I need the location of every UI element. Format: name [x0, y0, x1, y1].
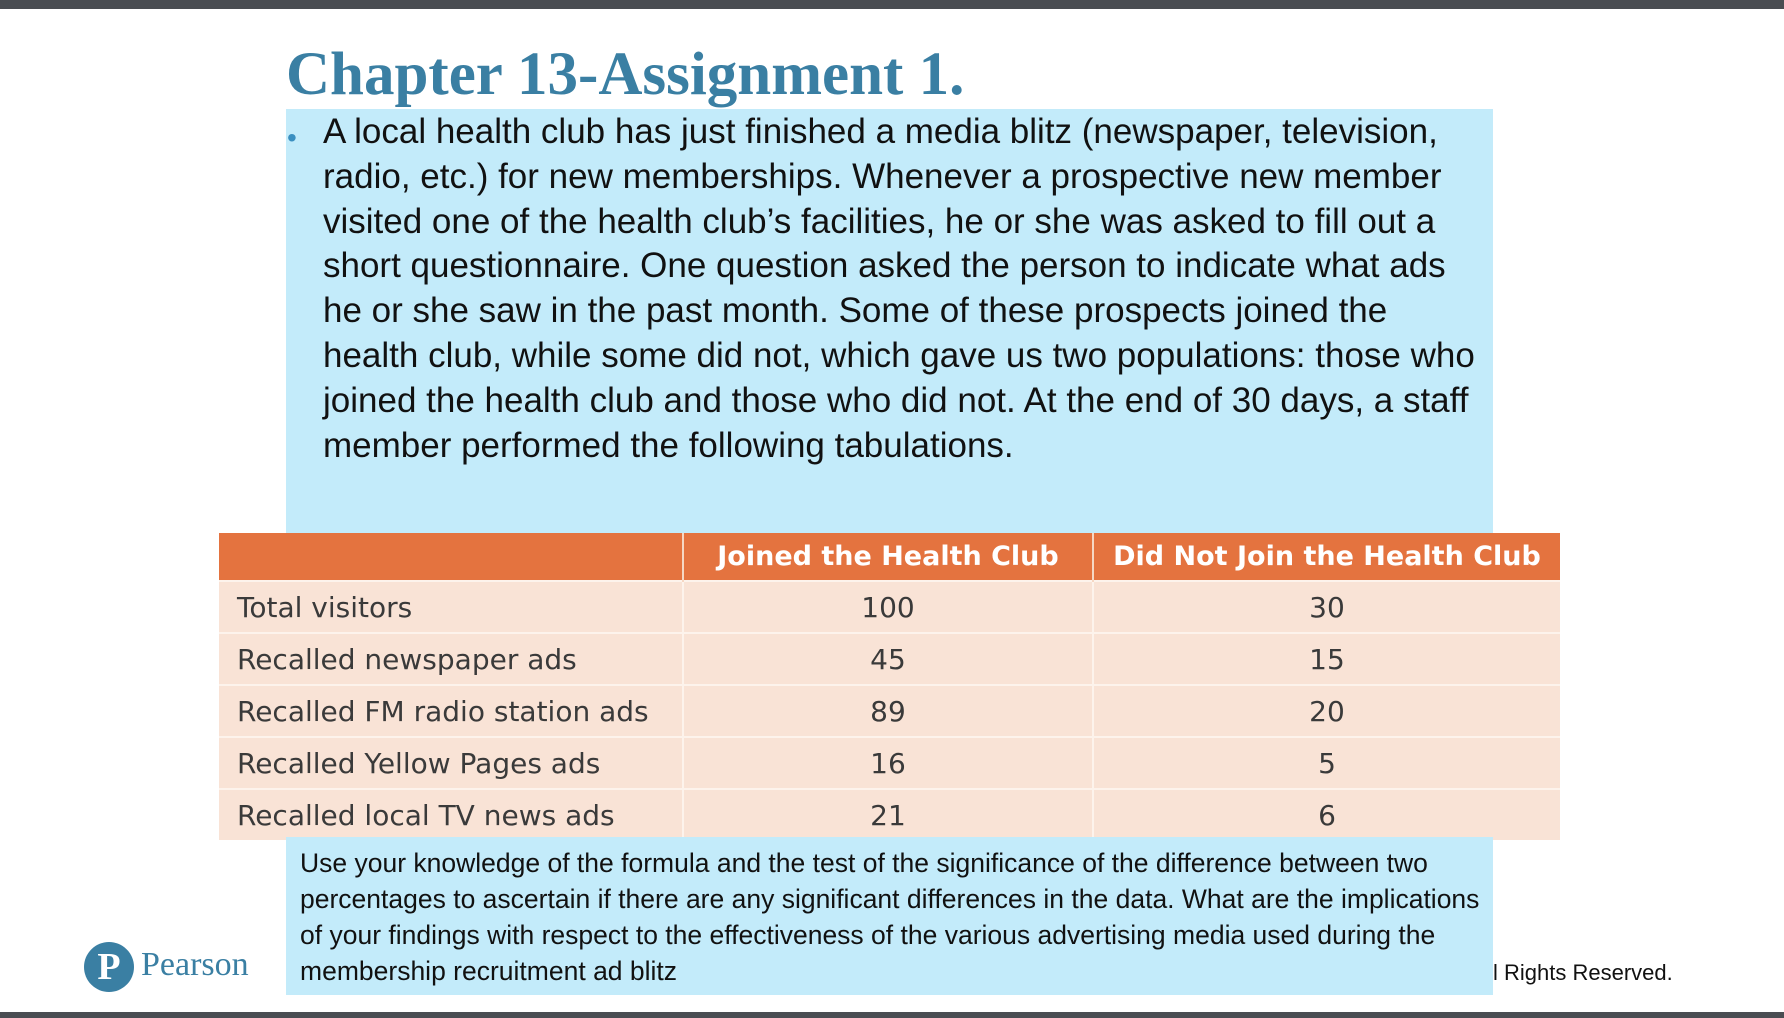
table-header-cell: Joined the Health Club: [683, 533, 1093, 581]
table-header-cell: [219, 533, 683, 581]
bottom-border: [0, 1012, 1784, 1018]
table-cell: 100: [683, 581, 1093, 633]
slide-title: Chapter 13-Assignment 1.: [286, 41, 965, 108]
table-cell: 6: [1093, 789, 1560, 840]
pearson-logo-text: Pearson: [141, 946, 249, 983]
table-row: [219, 789, 1560, 840]
row-label: Recalled Yellow Pages ads: [219, 737, 683, 789]
table-cell: 20: [1093, 685, 1560, 737]
bullet-icon: •: [287, 122, 297, 153]
table-cell: 30: [1093, 581, 1560, 633]
row-label: Recalled local TV news ads: [219, 789, 683, 840]
row-label: Recalled newspaper ads: [219, 633, 683, 685]
copyright-notice: l Rights Reserved.: [1493, 960, 1673, 985]
assignment-question: Use your knowledge of the formula and the test of the significance of the difference between two percentages to ascertain if there are any significant differences in the data. What are the implications of your findings with respect to the effectiveness of the various advertising media used during the membership recruitment ad blitz: [300, 848, 1480, 986]
table-cell: 45: [683, 633, 1093, 685]
table-cell: 89: [683, 685, 1093, 737]
table-header-row: [219, 533, 1560, 581]
problem-description: A local health club has just finished a media blitz (newspaper, television, radio, etc.) for new memberships. Whenever a prospective new member visited one of the health club’s facilities, he or she was asked to fill out a short questionnaire. One question asked the person to indicate what ads he or she saw in the past month. Some of these prospects joined the health club, while some did not, which gave us two populations: those who joined the health club and those who did not. At the end of 30 days, a staff member performed the following tabulations.: [323, 112, 1475, 465]
table-header-cell: Did Not Join the Health Club: [1093, 533, 1560, 581]
row-label: Total visitors: [219, 581, 683, 633]
row-label: Recalled FM radio station ads: [219, 685, 683, 737]
table-row: [219, 581, 1560, 633]
data-table: [219, 533, 1560, 840]
table-cell: 21: [683, 789, 1093, 840]
table-row: [219, 633, 1560, 685]
table-row: [219, 737, 1560, 789]
pearson-logo-icon: P: [84, 942, 134, 992]
table-row: [219, 685, 1560, 737]
table-cell: 5: [1093, 737, 1560, 789]
table-cell: 16: [683, 737, 1093, 789]
table-cell: 15: [1093, 633, 1560, 685]
top-border: [0, 0, 1784, 9]
